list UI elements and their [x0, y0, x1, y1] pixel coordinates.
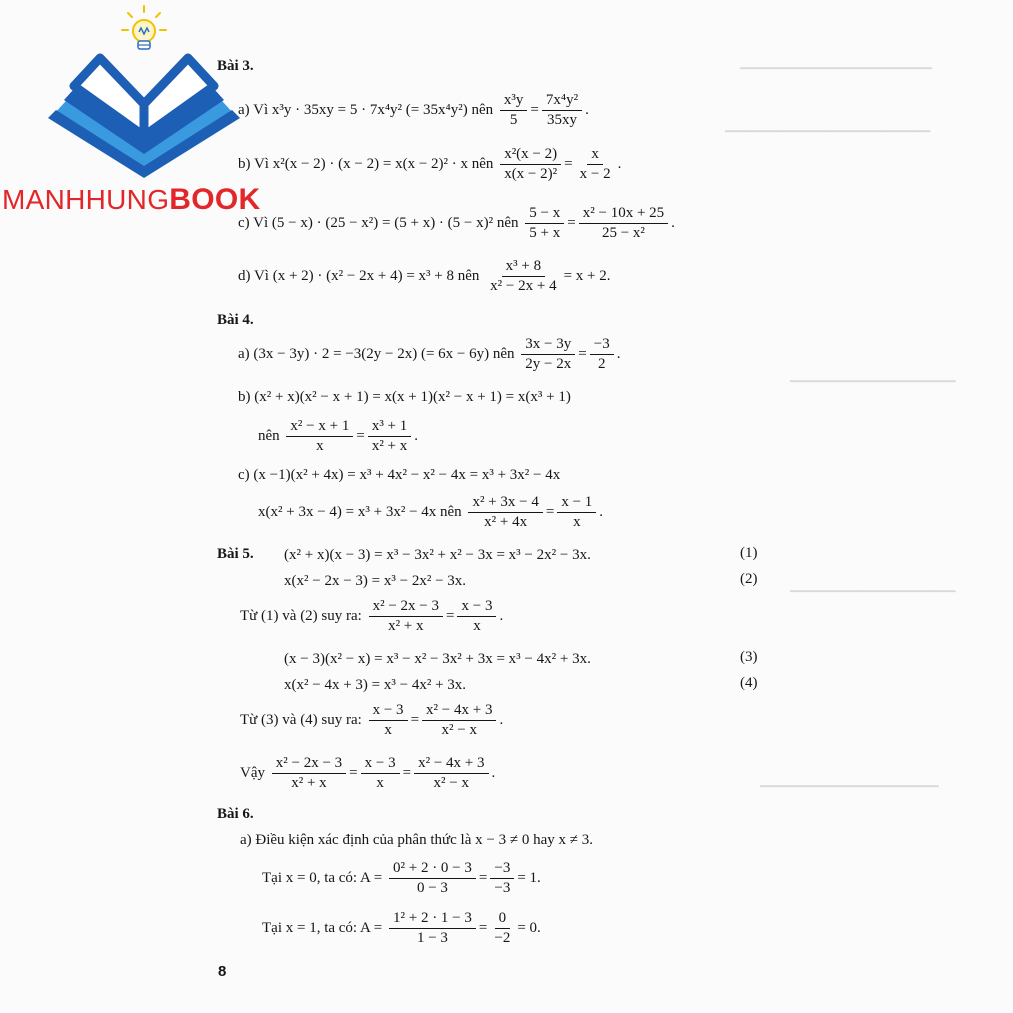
denominator: x² − x: [441, 722, 477, 738]
fraction: [361, 755, 400, 792]
numerator: x²(x − 2): [500, 146, 561, 165]
fraction: [490, 910, 514, 947]
bai-5-line-2: x(x² − 2x − 3) = x³ − 2x² − 3x.: [284, 573, 467, 589]
denominator: x² + x: [388, 618, 424, 634]
fraction: [500, 146, 561, 183]
bai-4-c-conclusion: x(x² + 3x − 4) = x³ + 3x² − 4x nên $\frac{\text{x² + 3x − 4}}{\text{x² + 4x}}$ = $\frac{x - 1}{x}$ .: [258, 494, 604, 530]
fraction: [272, 755, 346, 792]
bai-6-heading: Bài 6.: [217, 806, 254, 822]
denominator: x: [573, 514, 581, 530]
fraction: [368, 418, 411, 455]
bai-5-suy-ra-2: Từ (3) và (4) suy ra: $\frac{x - 3}{x}$ = $\frac{\text{x² − 4x + 3}}{\text{x² − x}}$ .: [240, 702, 504, 738]
denominator: x² + x: [371, 438, 408, 454]
bai-3-d: [238, 258, 611, 295]
bai-4-a-text: a) (3x − 3y) · 2 = −3(2y − 2x) (= 6x − 6y) nên: [238, 345, 515, 362]
numerator: x² − 4x + 3: [422, 702, 496, 721]
numerator: x³ + 8: [502, 258, 545, 277]
denominator: x: [316, 438, 324, 454]
fraction: [414, 755, 488, 792]
numerator: x² − 2x − 3: [272, 755, 346, 774]
brand-name-left: MANHHUNG: [2, 184, 170, 215]
numerator: −3: [490, 860, 514, 879]
fraction: [457, 598, 496, 635]
bai-5-suy-ra-1-text: Từ (1) và (2) suy ra:: [240, 607, 362, 624]
fraction: [590, 336, 614, 373]
denominator: x² − x: [433, 775, 470, 791]
bai-4-b-conclusion: nên $\frac{\text{x² − x + 1}}{x}$ = $\frac{\text{x³ + 1}}{\text{x² + x}}$ .: [258, 418, 419, 454]
fraction: [490, 860, 514, 897]
bai-5-heading: Bài 5.: [217, 546, 254, 562]
fraction: [542, 92, 582, 129]
fraction: [557, 494, 596, 531]
numerator: x² − x + 1: [286, 418, 353, 437]
nen-word: nên: [258, 427, 280, 444]
numerator: x³ + 1: [368, 418, 411, 437]
numerator: x − 3: [457, 598, 496, 617]
brand-name: [2, 183, 261, 217]
bai-6-x0: Tại x = 0, ta có: A = $\frac{\text{0² + 2 · 0 − 3}}{0 - 3}$ = $\frac{-3}{-3}$ = 1.: [262, 860, 541, 896]
fraction: [521, 336, 575, 373]
bai-3-a: a) Vì x³y · 35xy = 5 · 7x⁴y² (= 35x⁴y²) nên $\frac{\text{x³y}}{5}$ = $\frac{\text{7x⁴y²}}{35xy}$ .: [238, 92, 589, 128]
bai-4-heading: Bài 4.: [217, 312, 254, 328]
equation-number-1: (1): [740, 545, 758, 561]
fraction: [468, 494, 542, 531]
denominator: −3: [494, 880, 511, 896]
fraction: [422, 702, 496, 739]
numerator: x − 3: [369, 702, 408, 721]
numerator: x: [587, 146, 603, 165]
bai-5-suy-ra-1: Từ (1) và (2) suy ra: $\frac{\text{x² − 2x − 3}}{\text{x² + x}}$ = $\frac{x - 3}{x}$ .: [240, 598, 504, 634]
denominator: x² − 2x + 4: [490, 278, 557, 294]
denominator: x: [376, 775, 384, 791]
equation-number-4: (4): [740, 675, 758, 691]
denominator: x − 2: [579, 166, 611, 182]
denominator: x² + x: [291, 775, 327, 791]
page-number: 8: [218, 963, 227, 980]
numerator: −3: [590, 336, 614, 355]
brand-name-right: BOOK: [169, 183, 261, 216]
fraction: [369, 702, 408, 739]
denominator: 2: [597, 356, 606, 372]
bai-6-a-condition: a) Điều kiện xác định của phân thức là x − 3 ≠ 0 hay x ≠ 3.: [240, 832, 593, 848]
bai-6-x1-text: Tại x = 1, ta có: A =: [262, 919, 383, 936]
bai-5-line-1: (x² + x)(x − 3) = x³ − 3x² + x² − 3x = x³ − 2x² − 3x.: [284, 547, 591, 563]
numerator: x² + 3x − 4: [468, 494, 542, 513]
equation-number-3: (3): [740, 649, 758, 665]
bai-3-c-text: c) Vì (5 − x) · (25 − x²) = (5 + x) · (5 − x)² nên: [238, 214, 519, 231]
equation-number-2: (2): [740, 571, 758, 587]
bai-3-b-text: b) Vì x²(x − 2) · (x − 2) = x(x − 2)² · x nên: [238, 155, 494, 172]
bai-4-c-line: c) (x −1)(x² + 4x) = x³ + 4x² − x² − 4x = x³ + 3x² − 4x: [238, 467, 561, 483]
numerator: x³y: [500, 92, 528, 111]
numerator: x² − 2x − 3: [369, 598, 443, 617]
denominator: 5: [509, 112, 518, 128]
denominator: x² + 4x: [484, 514, 528, 530]
denominator: 1 − 3: [416, 930, 448, 946]
denominator: 2y − 2x: [525, 356, 572, 372]
fraction: [286, 418, 353, 455]
fraction: [369, 598, 443, 635]
numerator: 5 − x: [525, 205, 564, 224]
bai-6-x1: Tại x = 1, ta có: A = $\frac{\text{1² + 2 · 1 − 3}}{1 - 3}$ = $\frac{0}{-2}$ = 0.: [262, 910, 541, 946]
bai-5-conclusion: Vậy $\frac{\text{x² − 2x − 3}}{\text{x² + x}}$ = $\frac{x - 3}{x}$ = $\frac{\text{x² − 4x + 3}}{\text{x² − x}}$ .: [240, 755, 496, 791]
numerator: x² − 4x + 3: [414, 755, 488, 774]
denominator: −2: [494, 930, 511, 946]
numerator: 0: [495, 910, 511, 929]
vay-word: Vậy: [240, 764, 265, 781]
open-book-icon: [44, 52, 244, 182]
fraction: [579, 205, 668, 242]
fraction: [389, 910, 476, 947]
fraction: [389, 860, 476, 897]
denominator: x: [384, 722, 392, 738]
numerator: x − 1: [557, 494, 596, 513]
bai-3-c: c) Vì (5 − x) · (25 − x²) = (5 + x) · (5 − x)² nên $\frac{5 - x}{5 + x}$ = $\frac{\text{x² − 10x + 25}}{\text{25 − x²}}$ .: [238, 205, 675, 241]
bai-4-b-line: b) (x² + x)(x² − x + 1) = x(x + 1)(x² − x + 1) = x(x³ + 1): [238, 389, 571, 405]
numerator: 1² + 2 · 1 − 3: [389, 910, 476, 929]
denominator: 25 − x²: [601, 225, 645, 241]
denominator: 35xy: [546, 112, 577, 128]
bai-3-b: b) Vì x²(x − 2) · (x − 2) = x(x − 2)² · x nên $\frac{\text{x²(x − 2)}}{\text{x(x − 2)²}}$ = $\frac{x}{x - 2}$ .: [238, 146, 622, 182]
bai-6-x0-text: Tại x = 0, ta có: A =: [262, 869, 383, 886]
bai-6-x1-result: = 0.: [517, 919, 541, 936]
bai-5-line-3: (x − 3)(x² − x) = x³ − x² − 3x² + 3x = x³ − 4x² + 3x.: [284, 651, 591, 667]
bai-4-a: a) (3x − 3y) · 2 = −3(2y − 2x) (= 6x − 6y) nên $\frac{3x - 3y}{2y - 2x}$ = $\frac{-3}{2}$ .: [238, 336, 621, 372]
numerator: 3x − 3y: [521, 336, 575, 355]
bai-3-a-text: a) Vì x³y · 35xy = 5 · 7x⁴y² (= 35x⁴y²) nên: [238, 101, 494, 118]
numerator: x − 3: [361, 755, 400, 774]
fraction: [500, 92, 528, 129]
bai-5-suy-ra-2-text: Từ (3) và (4) suy ra:: [240, 711, 362, 728]
bai-3-d-text: d) Vì (x + 2) · (x² − 2x + 4) = x³ + 8 nên: [238, 267, 480, 284]
fraction: [525, 205, 564, 242]
numerator: 7x⁴y²: [542, 92, 582, 111]
fraction: [486, 258, 560, 295]
document-page: ━━━━━━━━━━━━━━━━━━━━━━━━━━━━━ ━━━━━━━━━━━━━━━━━━━━━━━━━━━━━━━ ━━━━━━━━━━━━━━━━━━━━━━━━━ ━━━━━━━━━━━━━━━━━━━━━━━━━ ━━━━━━━━━━━━━━━━━━━━━━━━━━━ MANHHUNGBOOK Bài 3. a) Vì x³y · 35xy = 5 · 7x⁴y² (= 35x⁴y²) nên $\frac{\text{x³y}}{5}$ = $\frac{\text{7x⁴y²}}{35xy}$ . b) Vì x²(x − 2) · (x − 2) = x(x − 2)² · x nên $\frac{\text{x²(x − 2)}}{\text{x(x − 2)²}}$ = $\frac{x}{x - 2}$ . c) Vì (5 − x) · (25 − x²) = (5 + x) · (5 − x)² nên $\frac{5 - x}{5 + x}$ = $\frac{\text{x² − 10x + 25}}{\text{25 − x²}}$ . d) Vì (x + 2) · (x² − 2x + 4) = x³ + 8 nên $\frac{\text{x³ + 8}}{\text{x² − 2x + 4}}$ = x + 2. Bài 4. a) (3x − 3y) · 2 = −3(2y − 2x) (= 6x − 6y) nên $\frac{3x - 3y}{2y - 2x}$ = $\frac{-3}{2}$ . b) (x² + x)(x² − x + 1) = x(x + 1)(x² − x + 1) = x(x³ + 1) nên $\frac{\text{x² − x + 1}}{x}$ = $\frac{\text{x³ + 1}}{\text{x² + x}}$ . c) (x −1)(x² + 4x) = x³ + 4x² − x² − 4x = x³ + 3x² − 4x x(x² + 3x − 4) = x³ + 3x² − 4x nên $\frac{\text{x² + 3x − 4}}{\text{x² + 4x}}$ = $\frac{x - 1}{x}$ . Bài 5. (x² + x)(x − 3) = x³ − 3x² + x² − 3x = x³ − 2x² − 3x. (1) x(x² − 2x − 3) = x³ − 2x² − 3x. (2) Từ (1) và (2) suy ra: $\frac{\text{x² − 2x − 3}}{\text{x² + x}}$ = $\frac{x - 3}{x}$ . (x − 3)(x² − x) = x³ − x² − 3x² + 3x = x³ − 4x² + 3x. (3) x(x² − 4x + 3) = x³ − 4x² + 3x. (4) Từ (3) và (4) suy ra: $\frac{x - 3}{x}$ = $\frac{\text{x² − 4x + 3}}{\text{x² − x}}$ . Vậy $\frac{\text{x² − 2x − 3}}{\text{x² + x}}$ = $\frac{x - 3}{x}$ = $\frac{\text{x² − 4x + 3}}{\text{x² − x}}$ . Bài 6. a) Điều kiện xác định của phân thức là x − 3 ≠ 0 hay x ≠ 3. Tại x = 0, ta có: A = $\frac{\text{0² + 2 · 0 − 3}}{0 - 3}$ = $\frac{-3}{-3}$ = 1. Tại x = 1, ta có: A = $\frac{\text{1² + 2 · 1 − 3}}{1 - 3}$ = $\frac{0}{-2}$ = 0. 8: [0, 0, 1013, 1013]
denominator: x: [473, 618, 481, 634]
bai-6-x0-result: = 1.: [517, 869, 541, 886]
bai-3-d-result: = x + 2.: [563, 267, 611, 284]
denominator: x(x − 2)²: [504, 166, 558, 182]
denominator: 5 + x: [529, 225, 561, 241]
fraction: [576, 146, 615, 183]
bai-5-line-4: x(x² − 4x + 3) = x³ − 4x² + 3x.: [284, 677, 467, 693]
bai-4-c-text: x(x² + 3x − 4) = x³ + 3x² − 4x nên: [258, 503, 462, 520]
numerator: x² − 10x + 25: [579, 205, 668, 224]
numerator: 0² + 2 · 0 − 3: [389, 860, 476, 879]
denominator: 0 − 3: [416, 880, 448, 896]
bai-3-heading: Bài 3.: [217, 58, 254, 74]
